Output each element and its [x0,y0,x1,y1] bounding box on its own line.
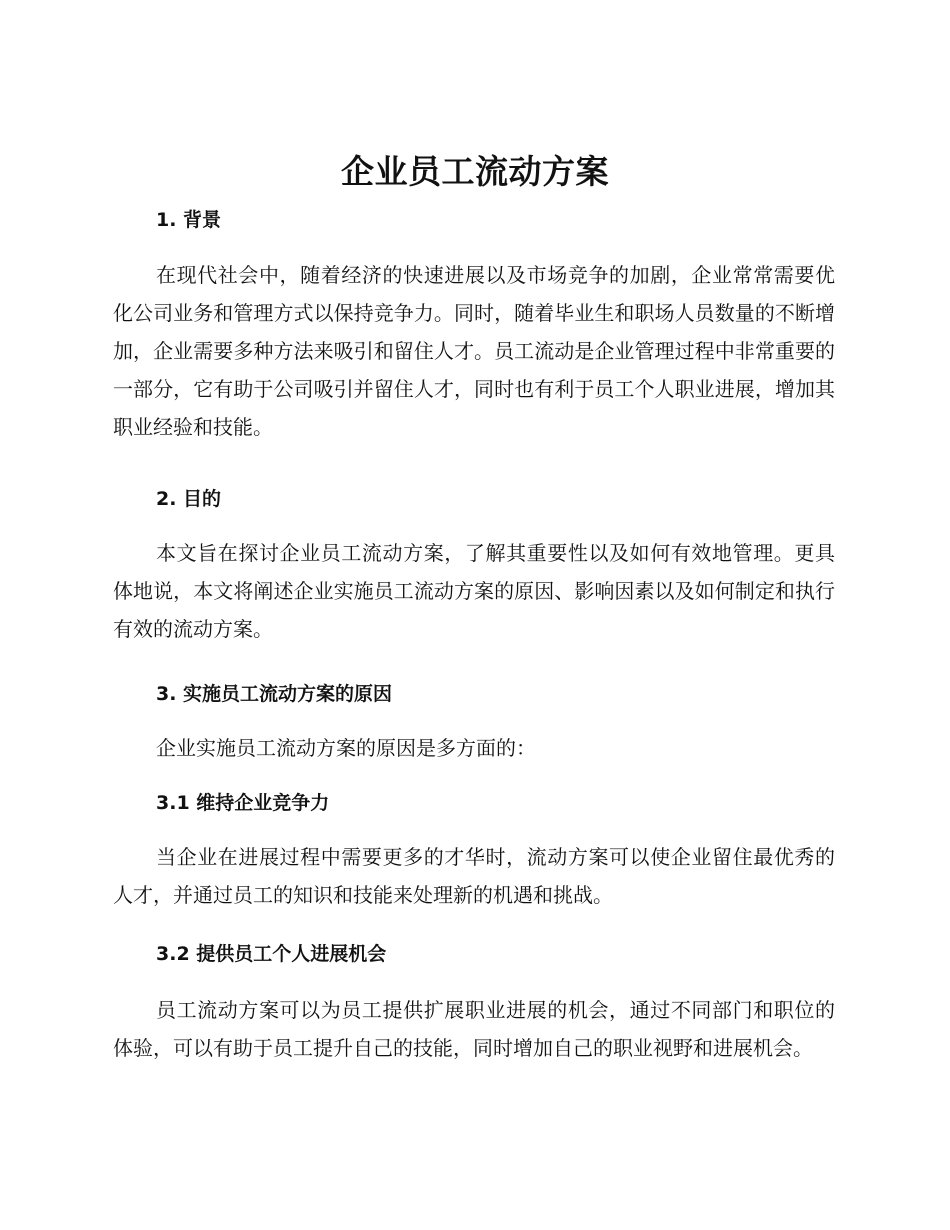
section-heading-development: 3.2 提供员工个人进展机会 [156,943,387,965]
document-title: 企业员工流动方案 [341,152,609,191]
section-heading-competitiveness: 3.1 维持企业竞争力 [156,792,330,814]
section-paragraph-background: 在现代社会中，随着经济的快速进展以及市场竞争的加剧，企业常常需要优化公司业务和管理方式以保持竞争力。同时，随着毕业生和职场人员数量的不断增加，企业需要多种方法来吸引和留住人才。员工流动是企业管理过程中非常重要的一部分，它有助于公司吸引并留住人才，同时也有利于员工个人职业进展，增加其职业经验和技能。 [113,263,835,439]
section-paragraph-competitiveness: 当企业在进展过程中需要更多的才华时，流动方案可以使企业留住最优秀的人才，并通过员工的知识和技能来处理新的机遇和挑战。 [113,845,835,907]
section-heading-background: 1. 背景 [156,209,222,231]
section-paragraph-reasons: 企业实施员工流动方案的原因是多方面的： [156,736,536,760]
section-heading-purpose: 2. 目的 [156,488,222,510]
section-heading-reasons: 3. 实施员工流动方案的原因 [156,683,393,705]
section-paragraph-purpose: 本文旨在探讨企业员工流动方案，了解其重要性以及如何有效地管理。更具体地说，本文将阐述企业实施员工流动方案的原因、影响因素以及如何制定和执行有效的流动方案。 [113,541,835,641]
section-paragraph-development: 员工流动方案可以为员工提供扩展职业进展的机会，通过不同部门和职位的体验，可以有助于员工提升自己的技能，同时增加自己的职业视野和进展机会。 [113,998,835,1060]
